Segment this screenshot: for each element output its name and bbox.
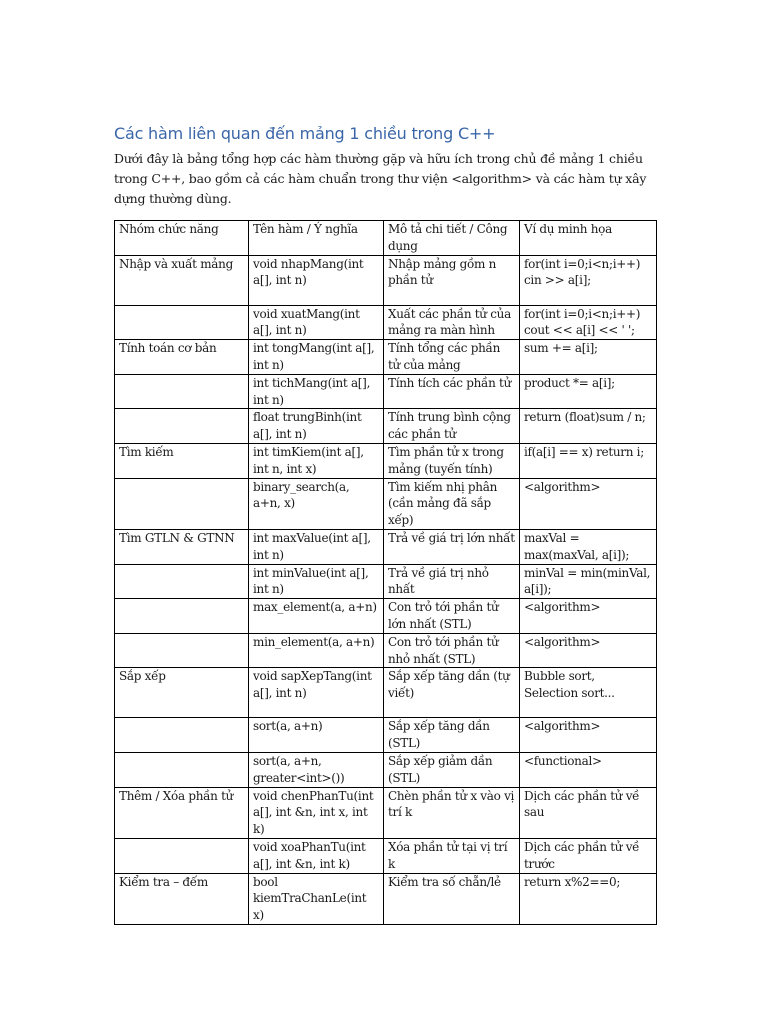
group-cell	[115, 305, 249, 340]
example-cell: minVal = min(minVal, a[i]);	[520, 564, 657, 599]
example-cell: return (float)sum / n;	[520, 409, 657, 444]
function-name-cell: max_element(a, a+n)	[249, 599, 384, 634]
function-name-cell: int minValue(int a[], int n)	[249, 564, 384, 599]
group-cell	[115, 718, 249, 753]
function-name-cell: void chenPhanTu(int a[], int &n, int x, int k)	[249, 787, 384, 838]
header-cell: Mô tả chi tiết / Công dụng	[384, 221, 520, 256]
table-row	[115, 787, 657, 838]
table-row	[115, 668, 657, 718]
function-name-cell: bool kiemTraChanLe(int x)	[249, 873, 384, 924]
function-name-cell: float trungBinh(int a[], int n)	[249, 409, 384, 444]
function-name-cell: int maxValue(int a[], int n)	[249, 529, 384, 564]
description-cell: Xuất các phần tử của mảng ra màn hình	[384, 305, 520, 340]
example-cell: <algorithm>	[520, 633, 657, 668]
description-cell: Tìm phần tử x trong mảng (tuyến tính)	[384, 443, 520, 478]
function-name-cell: int timKiem(int a[], int n, int x)	[249, 443, 384, 478]
function-name-cell: binary_search(a, a+n, x)	[249, 478, 384, 529]
description-cell: Trả về giá trị lớn nhất	[384, 529, 520, 564]
table-row	[115, 255, 657, 305]
example-cell: Bubble sort, Selection sort...	[520, 668, 657, 718]
document-title: Các hàm liên quan đến mảng 1 chiều trong C++	[114, 124, 496, 143]
group-cell	[115, 599, 249, 634]
example-cell: product *= a[i];	[520, 374, 657, 409]
group-cell: Tìm kiếm	[115, 443, 249, 478]
example-cell: <algorithm>	[520, 599, 657, 634]
table-row	[115, 305, 657, 340]
function-name-cell: sort(a, a+n, greater<int>())	[249, 752, 384, 787]
intro-paragraph: Dưới đây là bảng tổng hợp các hàm thường gặp và hữu ích trong chủ đề mảng 1 chiều trong C++, bao gồm cả các hàm chuẩn trong thư viện <algorithm> và các hàm tự xây dựng thường dùng.	[114, 151, 647, 206]
description-cell: Sắp xếp tăng dần (tự viết)	[384, 668, 520, 718]
table-row	[115, 599, 657, 634]
header-cell: Tên hàm / Ý nghĩa	[249, 221, 384, 256]
table-row	[115, 478, 657, 529]
table-row	[115, 752, 657, 787]
table-row	[115, 718, 657, 753]
example-cell: if(a[i] == x) return i;	[520, 443, 657, 478]
group-cell: Tính toán cơ bản	[115, 340, 249, 375]
description-cell: Con trỏ tới phần tử lớn nhất (STL)	[384, 599, 520, 634]
description-cell: Tính trung bình cộng các phần tử	[384, 409, 520, 444]
description-cell: Nhập mảng gồm n phần tử	[384, 255, 520, 305]
example-cell: sum += a[i];	[520, 340, 657, 375]
group-cell: Nhập và xuất mảng	[115, 255, 249, 305]
group-cell	[115, 564, 249, 599]
description-cell: Tính tích các phần tử	[384, 374, 520, 409]
table-row	[115, 564, 657, 599]
table-row	[115, 873, 657, 924]
function-name-cell: sort(a, a+n)	[249, 718, 384, 753]
example-cell: Dịch các phần tử về sau	[520, 787, 657, 838]
group-cell	[115, 409, 249, 444]
table-row	[115, 838, 657, 873]
description-cell: Xóa phần tử tại vị trí k	[384, 838, 520, 873]
group-cell	[115, 838, 249, 873]
example-cell: for(int i=0;i<n;i++) cin >> a[i];	[520, 255, 657, 305]
description-cell: Kiểm tra số chẵn/lẻ	[384, 873, 520, 924]
table-header-row	[115, 221, 657, 256]
description-cell: Chèn phần tử x vào vị trí k	[384, 787, 520, 838]
function-name-cell: int tichMang(int a[], int n)	[249, 374, 384, 409]
table-row	[115, 529, 657, 564]
example-cell: for(int i=0;i<n;i++) cout << a[i] << ' ';	[520, 305, 657, 340]
group-cell: Sắp xếp	[115, 668, 249, 718]
example-cell: Dịch các phần tử về trước	[520, 838, 657, 873]
example-cell: <algorithm>	[520, 478, 657, 529]
group-cell: Tìm GTLN & GTNN	[115, 529, 249, 564]
group-cell	[115, 633, 249, 668]
group-cell	[115, 478, 249, 529]
function-name-cell: void nhapMang(int a[], int n)	[249, 255, 384, 305]
function-name-cell: min_element(a, a+n)	[249, 633, 384, 668]
group-cell	[115, 752, 249, 787]
group-cell: Kiểm tra – đếm	[115, 873, 249, 924]
function-name-cell: void sapXepTang(int a[], int n)	[249, 668, 384, 718]
description-cell: Con trỏ tới phần tử nhỏ nhất (STL)	[384, 633, 520, 668]
description-cell: Sắp xếp tăng dần (STL)	[384, 718, 520, 753]
header-cell: Nhóm chức năng	[115, 221, 249, 256]
example-cell: return x%2==0;	[520, 873, 657, 924]
table-row	[115, 374, 657, 409]
table-row	[115, 409, 657, 444]
group-cell	[115, 374, 249, 409]
function-name-cell: int tongMang(int a[], int n)	[249, 340, 384, 375]
table-row	[115, 633, 657, 668]
table-row	[115, 340, 657, 375]
group-cell: Thêm / Xóa phần tử	[115, 787, 249, 838]
function-name-cell: void xoaPhanTu(int a[], int &n, int k)	[249, 838, 384, 873]
table-row	[115, 443, 657, 478]
functions-table	[114, 220, 657, 925]
description-cell: Tính tổng các phần tử của mảng	[384, 340, 520, 375]
description-cell: Sắp xếp giảm dần (STL)	[384, 752, 520, 787]
example-cell: maxVal = max(maxVal, a[i]);	[520, 529, 657, 564]
example-cell: <functional>	[520, 752, 657, 787]
description-cell: Tìm kiếm nhị phân (cần mảng đã sắp xếp)	[384, 478, 520, 529]
example-cell: <algorithm>	[520, 718, 657, 753]
description-cell: Trả về giá trị nhỏ nhất	[384, 564, 520, 599]
header-cell: Ví dụ minh họa	[520, 221, 657, 256]
function-name-cell: void xuatMang(int a[], int n)	[249, 305, 384, 340]
